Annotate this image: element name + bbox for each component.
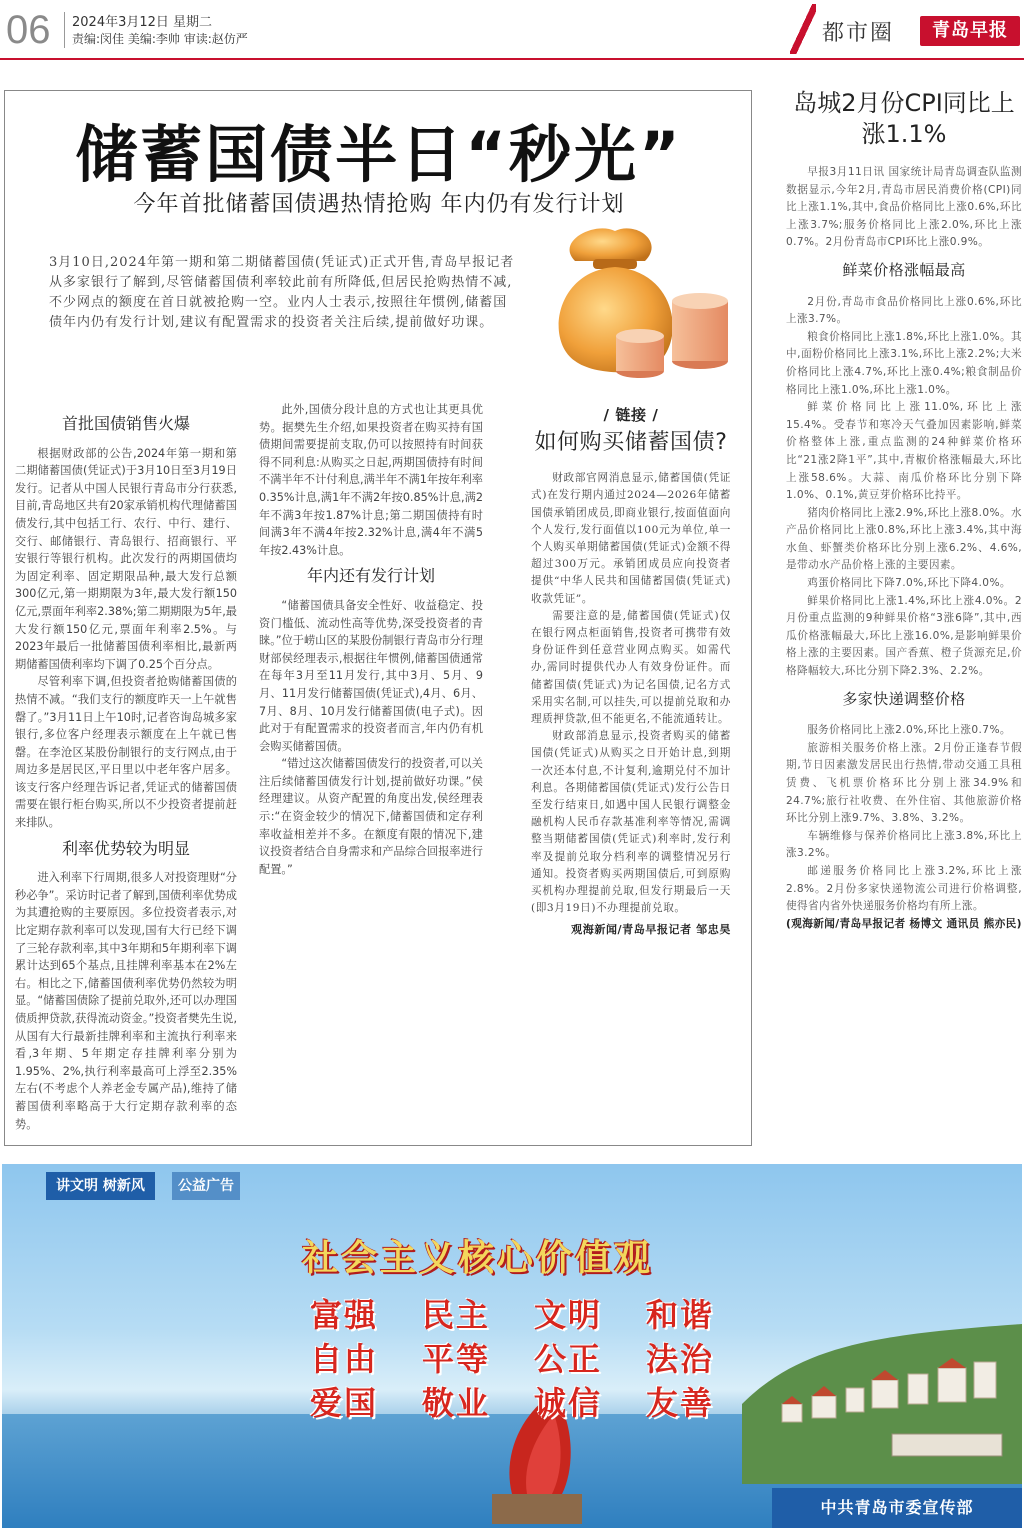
coastal-city-illustration: [742, 1284, 1022, 1484]
paragraph: 早报3月11日讯 国家统计局青岛调查队监测数据显示,今年2月,青岛市居民消费价格(CPI)同比上涨1.1%,其中,食品价格同比上涨0.6%,环比上涨3.7%;服务价格同比上涨2.0%,环比上涨0.7%。2月份青岛市CPI环比上涨0.9%。: [786, 166, 1022, 249]
cpi-byline: (观海新闻/青岛早报记者 杨博文 通讯员 熊亦民): [786, 917, 1022, 930]
page-number: 06: [6, 8, 51, 52]
paragraph: 根据财政部的公告,2024年第一期和第二期储蓄国债(凭证式)于3月10日至3月19日发行。记者从中国人民银行青岛市分行获悉,目前,青岛地区共有20家承销机构代理储蓄国债发行,其中包括工行、农行、中行、建行、交行、邮储银行、青岛银行、招商银行、平安银行等银行机构。此次发行的两期国债均为固定利率、固定期限品种,最大发行总额300亿元,第一期期限为3年,最大发行额150亿元,票面年利率2.38%;第二期期限为5年,最大发行额150亿元,票面年利率2.5%。与2023年最后一批储蓄国债利率相比,最新两期储蓄国债利率均下调了0.25个百分点。: [15, 446, 237, 671]
paragraph: 财政部官网消息显示,储蓄国债(凭证式)在发行期内通过2024—2026年储蓄国债承销团成员,即商业银行,按面值面向个人发行,发行面值以100元为单位,单一个人购买单期储蓄国债(凭证式)金额不得超过300万元。承销团成员应向投资者提供“中华人民共和国储蓄国债(凭证式)收款凭证”。: [531, 472, 731, 605]
ad-type-tag: 公益广告: [172, 1172, 240, 1200]
header-divider: [64, 12, 65, 48]
header-slash-decoration: [790, 4, 816, 54]
cpi-body: [786, 164, 1022, 933]
paragraph: 此外,国债分段计息的方式也让其更具优势。据樊先生介绍,如果投资者在购买持有国债期间需要提前支取,仍可以按照持有时间获得不同利息:从购买之日起,两期国债持有时间不满半年不计付利息,满半年不满1年按年利率0.35%计息,满1年不满2年按0.85%计息,满2年不满3年按1.87%计息;第二期国债持有时间满3年不满4年按2.32%计息,满4年不满5年按2.43%计息。: [259, 403, 483, 557]
value-word: 诚信: [534, 1384, 603, 1422]
issue-date: 2024年3月12日 星期二: [72, 15, 213, 30]
value-word: 敬业: [422, 1384, 491, 1422]
paragraph: 鲜菜价格同比上涨11.0%,环比上涨15.4%。受春节和寒冷天气叠加因素影响,鲜菜价格整体上涨,重点监测的24种鲜菜价格环比“21涨2降1平”,其中,青椒价格涨幅最大,环比上涨58.6%。大蒜、南瓜价格环比分别下降1.0%、0.1%,黄豆芽价格环比持平。: [786, 401, 1022, 502]
value-word: 自由: [310, 1340, 379, 1378]
value-word: 友善: [646, 1384, 715, 1422]
column-1: [15, 407, 237, 1133]
value-word: 公正: [534, 1340, 603, 1378]
value-word: 富强: [310, 1296, 379, 1334]
section-heading-rate: 利率优势较为明显: [61, 838, 190, 858]
link-byline: 观海新闻/青岛早报记者 邹忠昊: [571, 923, 731, 937]
ad-title: 社会主义核心价值观: [302, 1238, 654, 1279]
value-word: 文明: [534, 1296, 603, 1334]
paragraph: 邮递服务价格同比上涨3.2%,环比上涨2.8%。2月份多家快递物流公司进行价格调整,使得省内省外快递服务价格均有所上涨。: [786, 864, 1022, 913]
paragraph: 需要注意的是,储蓄国债(凭证式)仅在银行网点柜面销售,投资者可携带有效身份证件到任意营业网点购买。如需代办,需同时提供代办人有效身份证件。而储蓄国债(凭证式)为记名国债,记名方式采用实名制,可以挂失,可以提前兑取和办理质押贷款,但不能更名,不能流通转让。: [531, 609, 731, 726]
paragraph: “储蓄国债具备安全性好、收益稳定、投资门槛低、流动性高等优势,深受投资者的青睐。”位于崂山区的某股份制银行青岛市分行理财部侯经理表示,根据往年惯例,储蓄国债通常在每年3月至11月发行,其中3月、5月、9月、11月发行储蓄国债(凭证式),4月、6月、7月、8月、10月发行储蓄国债(电子式)。因此对于有配置需求的投资者而言,年内仍有机会购买储蓄国债。: [259, 598, 483, 753]
article-headline: 储蓄国债半日“秒光”: [75, 118, 683, 191]
paragraph: 粮食价格同比上涨1.8%,环比上涨1.0%。其中,面粉价格同比上涨3.1%,环比上涨2.2%;大米价格同比上涨4.7%,环比上涨0.4%;粮食制品价格同比上涨1.0%,环比上涨1.0%。: [786, 330, 1022, 396]
editor-credits: 责编:闵佳 美编:李帅 审读:赵仿严: [72, 32, 248, 46]
page-header: [0, 0, 1024, 60]
section-heading-vegetables: 鲜菜价格涨幅最高: [842, 260, 966, 279]
paragraph: “错过这次储蓄国债发行的投资者,可以关注后续储蓄国债发行计划,提前做好功课。”侯经理建议。从资产配置的角度出发,侯经理表示:“在资金较少的情况下,储蓄国债和定存利率收益相差并不多。在额度有限的情况下,建议投资者结合自身需求和产品综合回报率进行配置。”: [259, 757, 483, 876]
cpi-headline: 岛城2月份CPI同比上涨1.1%: [793, 89, 1015, 148]
ad-sponsor: 中共青岛市委宣传部: [772, 1488, 1022, 1528]
paragraph: 2月份,青岛市食品价格同比上涨0.6%,环比上涨3.7%。: [786, 295, 1022, 326]
paragraph: 尽管利率下调,但投资者抢购储蓄国债的热情不减。“我们支行的额度昨天一上午就售罄了。”3月11日上午10时,记者咨询岛城多家银行,多位客户经理表示额度在上午就已售罄。在李沧区某股份制银行的支行网点,由于周边多是居民区,平日里以中老年客户居多。该支行客户经理告诉记者,凭证式的储蓄国债需要在银行柜台购买,所以不少投资者提前赶来排队。: [15, 675, 237, 830]
newspaper-logo: 青岛早报: [920, 16, 1020, 46]
paragraph: 旅游相关服务价格上涨。2月份正逢春节假期,节日因素激发居民出行热情,带动交通工具租赁费、飞机票价格环比分别上涨34.9%和24.7%;旅行社收费、在外住宿、其他旅游价格环比分别上涨9.7%、3.8%、3.2%。: [786, 741, 1022, 825]
link-title: 如何购买储蓄国债?: [534, 430, 728, 456]
link-sidebar: [531, 407, 731, 939]
header-rule: [0, 58, 1024, 60]
paragraph: 服务价格同比上涨2.0%,环比上涨0.7%。: [807, 724, 1011, 737]
section-heading-sales: 首批国债销售火爆: [61, 414, 190, 433]
ad-slogan-tag: 讲文明 树新风: [46, 1172, 155, 1200]
article-lead: 3月10日,2024年第一期和第二期储蓄国债(凭证式)正式开售,青岛早报记者从多家银行了解到,尽管储蓄国债利率较此前有所降低,但居民抢购热情不减,不少网点的额度在首日就被抢购一空。业内人士表示,按照往年惯例,储蓄国债年内仍有发行计划,建议有配置需求的投资者关注后续,提前做好功课。: [49, 255, 515, 330]
paragraph: 车辆维修与保养价格同比上涨3.8%,环比上涨3.2%。: [786, 829, 1022, 860]
paragraph: 猪肉价格同比上涨2.9%,环比上涨8.0%。水产品价格同比上涨0.8%,环比上涨3.4%,其中海水鱼、虾蟹类价格环比分别上涨6.2%、4.6%,是带动水产品价格上涨的主要因素。: [786, 506, 1022, 572]
section-name: 都市圈: [822, 21, 895, 46]
value-word: 民主: [422, 1296, 491, 1334]
article-subheadline: 今年首批储蓄国债遇热情抢购 年内仍有发行计划: [133, 192, 625, 217]
value-word: 爱国: [310, 1384, 379, 1422]
cpi-article: [786, 88, 1022, 933]
paragraph: 财政部消息显示,投资者购买的储蓄国债(凭证式)从购买之日开始计息,到期一次还本付息,不计复利,逾期兑付不加计利息。各期储蓄国债(凭证式)发行公告日至发行结束日,如遇中国人民银行调整金融机构人民币存款基准利率等情况,需调整当期储蓄国债(凭证式)利率时,发行利率及提前兑取分档利率的调整情况另行通知。投资者购买两期国债后,可到原购买机构办理提前兑取,但发行期最后一天(即3月19日)不办理提前兑取。: [531, 730, 731, 915]
section-heading-express: 多家快递调整价格: [842, 689, 966, 708]
public-service-ad: [2, 1164, 1022, 1528]
value-word: 和谐: [646, 1296, 715, 1334]
paragraph: 鸡蛋价格同比下降7.0%,环比下降4.0%。: [807, 577, 1011, 590]
section-heading-plan: 年内还有发行计划: [306, 566, 435, 586]
money-bag-illustration: [535, 221, 735, 381]
paragraph: 进入利率下行周期,很多人对投资理财“分秒必争”。采访时记者了解到,国债利率优势成为其遭抢购的主要原因。多位投资者表示,对比定期存款利率可以发现,国有大行已经下调了三轮存款利率,其中3年期和5年期利率下调累计达到65个基点,且挂牌利率基本在2%左右。相比之下,储蓄国债利率优势仍然较为明显。“储蓄国债除了提前兑取外,还可以办理国债质押贷款,获得流动资金。”投资者樊先生说,从国有大行最新挂牌利率和主流执行利率来看,3年期、5年期定存挂牌利率分别为1.95%、2%,执行利率最高可上浮至2.35%左右(不考虑个人养老金专属产品),维持了储蓄国债利率略高于大行定期存款利率的态势。: [15, 871, 237, 1131]
paragraph: 鲜果价格同比上涨1.4%,环比上涨4.0%。2月份重点监测的9种鲜果价格“3涨6降”,其中,西瓜价格涨幅最大,环比上涨16.0%,是影响鲜果价格上涨的主要因素。国产香蕉、橙子货源充足,价格降幅较大,环比分别下降2.3%、2.2%。: [786, 594, 1022, 678]
column-2: [259, 401, 483, 878]
value-word: 法治: [646, 1340, 715, 1378]
value-word: 平等: [422, 1340, 491, 1378]
main-article: [4, 90, 752, 1146]
link-tag: / 链接 /: [603, 406, 659, 424]
